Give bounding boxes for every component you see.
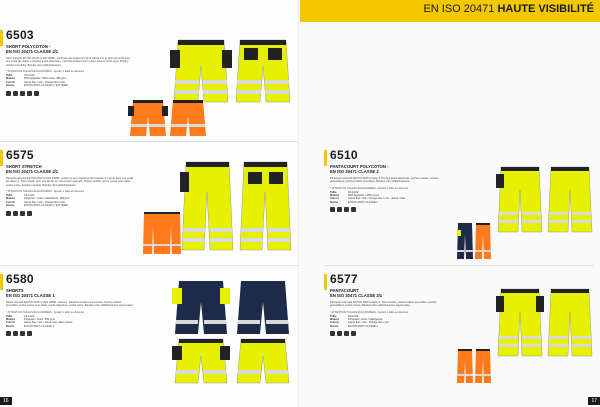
product-card-6503 <box>0 28 298 142</box>
garment-6510-variant-navy <box>456 222 474 260</box>
spec-row: Norme EN ISO 20471 CLASSE 2 / EN 13688 <box>6 204 68 208</box>
dryclean-icon <box>27 91 32 96</box>
page-header-title: EN ISO 20471 HAUTE VISIBILITÉ <box>423 3 594 15</box>
spec-note: * ATTENTION TAILLES ÉCHANCRÉES - Ajuster 1 taille au dessous <box>6 189 85 193</box>
garment-6580-front-yellow <box>172 336 230 386</box>
garment-6580-back-navy <box>234 278 292 338</box>
iron-icon <box>344 207 349 212</box>
product-name: SHORT STRETCH EN ISO 20471 CLASSE 2/1 <box>6 164 59 174</box>
bleach-icon <box>13 331 18 336</box>
iron-icon <box>20 331 25 336</box>
garment-6510-variant-orange <box>474 222 492 260</box>
garment-6575-front-yellow <box>180 158 235 253</box>
dryclean-icon <box>351 331 356 336</box>
wash-icon <box>330 207 335 212</box>
care-icons <box>330 331 448 336</box>
spec-row: Matière 65% polyester / 35% coton, 280 g/m² <box>6 77 67 81</box>
iron-icon <box>20 211 25 216</box>
garment-6577-front-yellow <box>496 286 544 358</box>
bleach-icon <box>13 211 18 216</box>
wash-icon <box>6 331 11 336</box>
spec-row: Taille C44-C62 <box>330 314 359 318</box>
spec-note: * ATTENTION TAILLES ÉCHANCRÉES - Ajuster 1 taille au dessous <box>330 310 409 314</box>
spec-row: Matière 65% polyester / 35% coton <box>330 194 379 197</box>
spec-row: Matière Polyester / coton / élasthanne <box>330 318 383 321</box>
code-accent-bar <box>0 274 3 290</box>
spec-row: Taille C44-C62 <box>6 314 35 318</box>
product-name: PANTACOURT POLYCOTON - EN ISO 20471 CLASSE 2 <box>330 164 389 174</box>
code-accent-bar <box>0 150 3 166</box>
spec-table <box>6 74 134 88</box>
spec-row: Taille C44-C62 <box>6 193 35 197</box>
product-name: SHORTS EN ISO 20471 CLASSE 1 <box>6 288 55 298</box>
product-code: 6575 <box>6 148 34 162</box>
product-description: Bermuda sécurité EN ISO 20471 et EN 13688 : conforme aux exigences de la classe 2 si porté avec une veste de classe 1. Tissu stretch pour une liberté de mouvement optimale. Poches holster, poche cuisse avec rabat, poche mètre, boucles marteau. Bandes rétro-réfléchissantes. <box>6 177 134 187</box>
spec-row: Coloris Jaune fluo / noir - Orange fluo / noir <box>330 321 389 325</box>
product-card-6575 <box>0 148 298 266</box>
product-description: Pantacourt sécurité EN ISO 20471 classe 2. Tissu stretch, poches holster amovibles, poches genouillères, poche cuisse. Bandes rétro-réfléchissantes segmentées. <box>330 301 437 308</box>
bleach-icon <box>337 207 342 212</box>
wash-icon <box>330 331 335 336</box>
garment-6503-back-orange <box>168 98 208 138</box>
dryclean-icon <box>351 207 356 212</box>
spec-note: * ATTENTION TAILLES ÉCHANCRÉES - Ajuster 1 taille au dessous <box>6 310 85 314</box>
right-page <box>300 0 600 407</box>
garment-6503-front-orange <box>128 98 168 138</box>
code-accent-bar <box>324 274 327 290</box>
spec-row: Coloris Jaune fluo / noir - Orange fluo / noir - Jaune / bleu <box>330 197 406 201</box>
product-description: Pantacourt sécurité EN ISO 20471 classe 2. Poches avant déportées, poches cuisses, poches genouillères, poches holster amovibles. Bandes rétro-réfléchissantes. <box>330 177 439 184</box>
spec-row: Coloris Jaune fluo / noir - Orange fluo / noir <box>6 80 65 84</box>
iron-icon <box>20 91 25 96</box>
product-name: SHORT POLYCOTON - EN ISO 20471 CLASSE 2/1 <box>6 44 59 54</box>
garment-6577-variant-orange <box>456 348 474 384</box>
spec-table <box>6 194 134 208</box>
spec-row: Norme EN ISO 20471 CLASSE 2 <box>330 200 378 204</box>
garment-6577-variant-orange-back <box>474 348 492 384</box>
care-icons <box>330 207 448 212</box>
product-description: Short sécurité EN ISO 20471 et EN 13688 : conforme aux exigences de la classe 2 si le short est porté avec une veste de classe 1. Poches avant déportées, 2 poches cuisses dont 1 avec rabat et porte-stylo. Poches holster amovibles. Bandes rétro-réfléchissantes. <box>6 57 131 67</box>
spec-row: Norme EN ISO 20471 CLASSE 2 / EN 13688 <box>6 84 68 88</box>
garment-6575-back-yellow <box>238 158 293 253</box>
garment-6503-front-yellow <box>170 36 232 106</box>
spec-row: Norme EN ISO 20471 CLASSE 1 <box>6 324 54 328</box>
product-card-6577 <box>324 272 594 390</box>
bleach-icon <box>13 91 18 96</box>
garment-6503-back-yellow <box>232 36 294 106</box>
product-name: PANTACOURT EN ISO 20471 CLASSE 2/1 <box>330 288 383 298</box>
garment-6577-back-yellow <box>546 286 594 358</box>
spec-row: Norme EN ISO 20471 CLASSE 2 <box>330 324 378 328</box>
product-card-6580 <box>0 272 298 390</box>
bleach-icon <box>337 331 342 336</box>
care-icons <box>6 211 134 216</box>
spec-row: Matière Polyester / coton, 255 g/m² <box>6 318 55 321</box>
spec-table <box>330 191 448 205</box>
product-card-6510 <box>324 148 594 266</box>
spec-row: Taille C44-C62 <box>6 73 35 77</box>
care-icons <box>6 91 134 96</box>
product-code: 6503 <box>6 28 34 42</box>
garment-6580-back-yellow <box>234 336 292 386</box>
code-accent-bar <box>324 150 327 166</box>
product-description: Shorts sécurité EN ISO 20471 et EN 13688 : classe 1. Renforts Cordura aux poches. Poches holster amovibles, poche cuisse avec rabat, poche téléphone, poche mètre. Bandes rétro-réfléchissantes segmentées. <box>6 301 134 308</box>
garment-6575-back-orange <box>160 210 182 256</box>
spec-row: Matière Polyester / coton / élasthanne, 265 g/m² <box>6 197 70 201</box>
product-code: 6510 <box>330 148 358 162</box>
product-code: 6580 <box>6 272 34 286</box>
garment-6580-front-navy <box>172 278 230 338</box>
spec-note: * ATTENTION TAILLES ÉCHANCRÉES - Ajuster 1 taille au dessous <box>330 186 409 190</box>
spec-row: Coloris Jaune fluo / noir - Jaune fluo / bleu marine <box>6 321 73 325</box>
spec-note: * ATTENTION TAILLES ÉCHANCRÉES - Ajuster 1 taille au dessous <box>6 69 85 73</box>
spec-row: Taille C44-C62 <box>330 190 359 194</box>
garment-6510-back-yellow <box>546 164 594 234</box>
code-accent-bar <box>0 30 3 46</box>
care-icons <box>6 331 134 336</box>
spec-table <box>330 315 448 329</box>
garment-6510-front-yellow <box>496 164 544 234</box>
page-number-left: 16 <box>0 397 12 405</box>
product-code: 6577 <box>330 272 358 286</box>
dryclean-icon <box>27 331 32 336</box>
dryer-icon <box>34 91 39 96</box>
dryclean-icon <box>27 211 32 216</box>
wash-icon <box>6 91 11 96</box>
spec-row: Coloris Jaune fluo / noir - Orange fluo / noir <box>6 200 65 204</box>
wash-icon <box>6 211 11 216</box>
page-number-right: 17 <box>588 397 600 405</box>
spec-table <box>6 315 134 329</box>
iron-icon <box>344 331 349 336</box>
